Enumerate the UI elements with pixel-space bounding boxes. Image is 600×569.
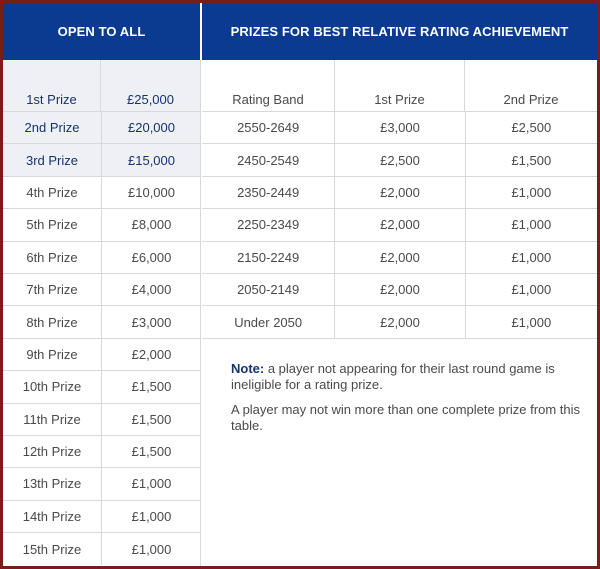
prize-place: 7th Prize [3,274,102,305]
first-prize-amount: £2,500 [335,144,465,175]
note-last-round [231,361,581,393]
prize-amount: £2,000 [131,346,172,362]
prize-place: 12th Prize [3,436,102,467]
second-prize-amount: £1,000 [511,314,552,330]
prize-place: 5th Prize [3,209,102,240]
table-row [3,177,201,209]
prize-amount: £4,000 [131,282,172,298]
prize-place: 3rd Prize [3,144,102,175]
table-row [3,468,201,500]
rating-band: 2150-2249 [202,242,335,273]
table-row [3,209,201,241]
table-row [202,209,597,241]
second-prize-amount: £1,000 [511,249,552,265]
prize-amount: £1,000 [131,508,172,524]
second-prize-amount: £1,000 [511,282,552,298]
note-text: a player not appearing for their last round game is ineligible for a rating prize. [231,361,555,392]
first-prize-amount: £2,000 [335,274,465,305]
prize-amount: £1,000 [131,476,172,492]
table-row [202,306,597,338]
prize-place: 6th Prize [3,242,102,273]
first-prize-amount: £3,000 [335,112,465,143]
table-row [3,306,201,338]
prize-place: 14th Prize [3,501,102,532]
prize-amount: £1,500 [131,379,172,395]
rating-band: 2550-2649 [202,112,335,143]
table-row [3,501,201,533]
prize-place: 10th Prize [3,371,102,402]
prize-amount: £1,500 [131,444,172,460]
table-row [3,242,201,274]
table-row [3,60,201,112]
first-prize-amount: £2,000 [335,209,465,240]
prize-amount: £15,000 [102,144,201,175]
table-row [3,533,201,565]
prize-notes [231,361,581,443]
column-divider [200,60,201,566]
table-row [202,144,597,176]
prize-amount: £6,000 [131,249,172,265]
rating-band: 2450-2549 [202,144,335,175]
rating-prizes-header: PRIZES FOR BEST RELATIVE RATING ACHIEVEMENT [202,3,597,60]
prize-amount: £25,000 [101,60,200,111]
prize-place: 8th Prize [3,306,102,337]
prize-amount: £1,500 [131,411,172,427]
prize-amount: £10,000 [128,184,175,200]
prize-place: 4th Prize [3,177,102,208]
second-prize-amount: £1,000 [511,217,552,233]
table-row [202,242,597,274]
rating-prizes-table [202,60,597,339]
prize-place: 13th Prize [3,468,102,499]
prize-amount: £20,000 [102,112,201,143]
table-header-row [202,60,597,112]
prize-place: 1st Prize [3,60,101,111]
table-row [3,339,201,371]
first-prize-amount: £2,000 [335,177,465,208]
table-row [202,177,597,209]
prize-amount: £1,000 [131,541,172,557]
rating-band: 2050-2149 [202,274,335,305]
prize-place: 11th Prize [3,404,102,435]
open-prizes-table [3,60,201,565]
prize-amount: £3,000 [131,314,172,330]
note-label: Note: [231,361,265,376]
first-prize-amount: £2,000 [335,306,465,337]
table-row [3,144,201,176]
note-one-prize: A player may not win more than one complete prize from this table. [231,402,580,433]
prize-amount: £8,000 [131,217,172,233]
prize-place: 2nd Prize [3,112,102,143]
first-prize-amount: £2,000 [335,242,465,273]
prize-place: 9th Prize [3,339,102,370]
open-to-all-header: OPEN TO ALL [3,3,200,60]
second-prize-amount: £2,500 [511,120,552,136]
table-row [3,436,201,468]
second-prize-amount: £1,500 [511,152,552,168]
table-row [3,404,201,436]
column-header-2nd-prize: 2nd Prize [503,92,559,107]
column-header-1st-prize: 1st Prize [335,60,465,111]
rating-band: 2250-2349 [202,209,335,240]
table-row [202,112,597,144]
table-row [3,274,201,306]
table-row [3,112,201,144]
table-row [202,274,597,306]
table-row [3,371,201,403]
rating-band: Under 2050 [202,306,335,337]
prize-place: 15th Prize [3,533,102,565]
rating-band: 2350-2449 [202,177,335,208]
second-prize-amount: £1,000 [511,184,552,200]
column-header-rating-band: Rating Band [202,60,335,111]
